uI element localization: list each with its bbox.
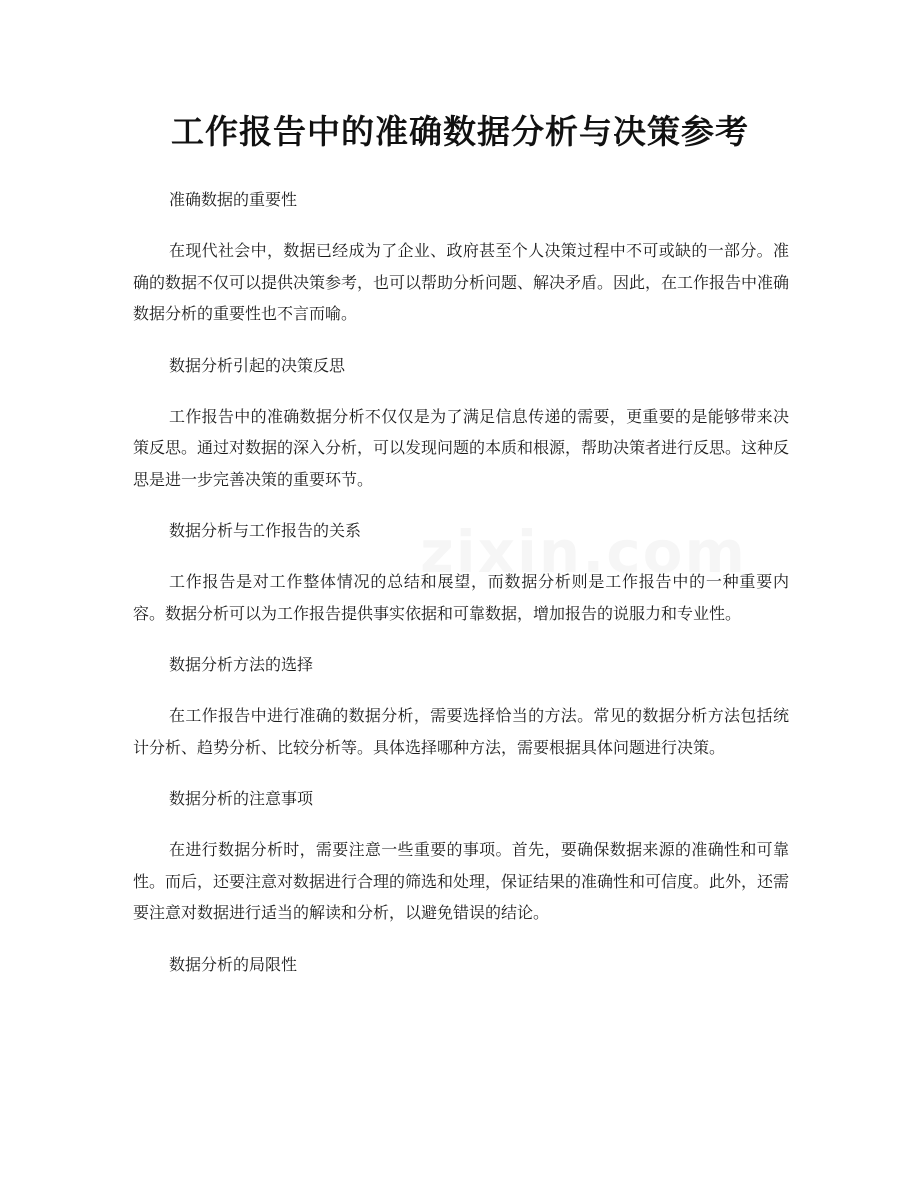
section-heading: 数据分析的注意事项 [169, 789, 314, 808]
document-title: 工作报告中的准确数据分析与决策参考 [171, 112, 749, 151]
section-heading: 准确数据的重要性 [169, 190, 298, 209]
section-paragraph: 在工作报告中进行准确的数据分析，需要选择恰当的方法。常见的数据分析方法包括统计分析、趋势分析、比较分析等。具体选择哪种方法，需要根据具体问题进行决策。 [133, 706, 789, 757]
section-heading: 数据分析与工作报告的关系 [169, 521, 362, 540]
section-paragraph: 在进行数据分析时，需要注意一些重要的事项。首先，要确保数据来源的准确性和可靠性。而后，还要注意对数据进行合理的筛选和处理，保证结果的准确性和可信度。此外，还需要注意对数据进行适当的解读和分析，以避免错误的结论。 [133, 840, 790, 922]
section-heading: 数据分析引起的决策反思 [169, 355, 346, 375]
section-paragraph: 工作报告是对工作整体情况的总结和展望，而数据分析则是工作报告中的一种重要内容。数据分析可以为工作报告提供事实依据和可靠数据，增加报告的说服力和专业性。 [133, 572, 789, 623]
section-paragraph: 在现代社会中，数据已经成为了企业、政府甚至个人决策过程中不可或缺的一部分。准确的数据不仅可以提供决策参考，也可以帮助分析问题、解决矛盾。因此，在工作报告中准确数据分析的重要性也不言而喻。 [133, 241, 790, 323]
section-paragraph: 工作报告中的准确数据分析不仅仅是为了满足信息传递的需要，更重要的是能够带来决策反思。通过对数据的深入分析，可以发现问题的本质和根源，帮助决策者进行反思。这种反思是进一步完善决策的重要环节。 [133, 406, 790, 489]
document-body [133, 184, 789, 1000]
section-heading: 数据分析的局限性 [169, 954, 298, 974]
section-heading: 数据分析方法的选择 [169, 655, 314, 674]
